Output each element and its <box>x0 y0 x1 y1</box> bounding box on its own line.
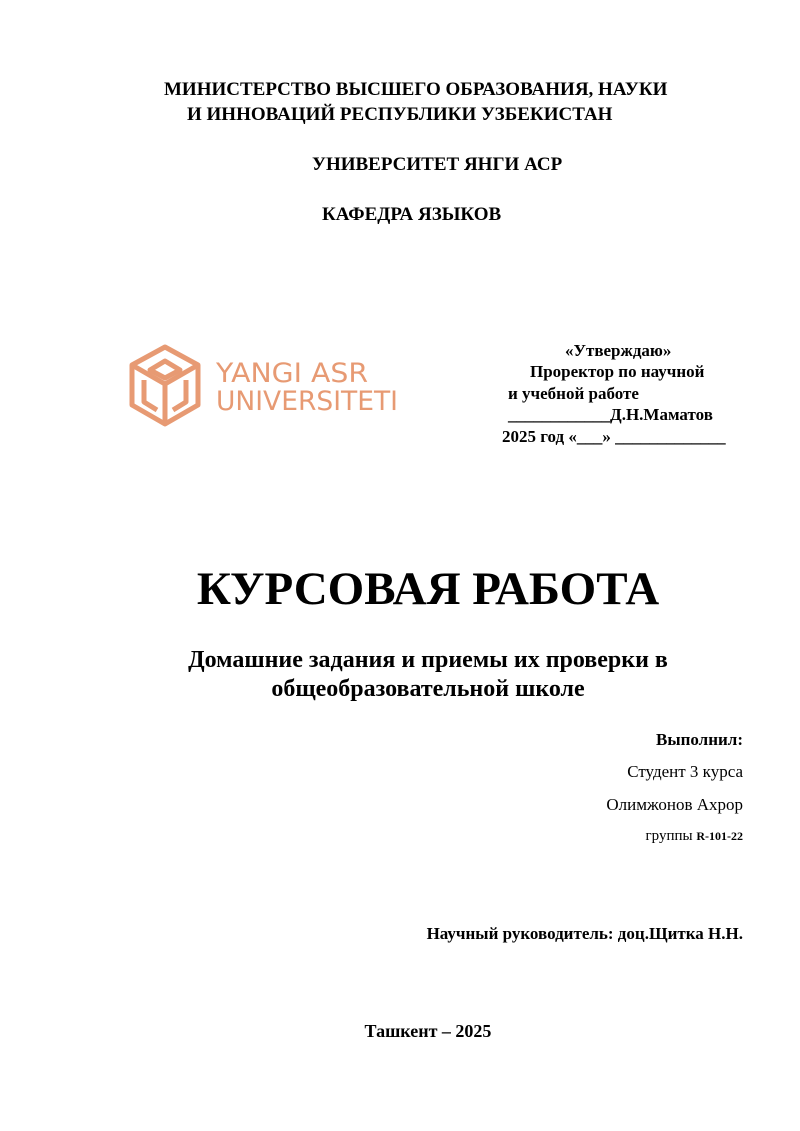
group-label: группы <box>645 828 693 844</box>
approval-date-line: 2025 год «___» _____________ <box>502 427 726 446</box>
approval-signature-line: ____________Д.Н.Маматов <box>508 405 713 424</box>
performed-by-label: Выполнил: <box>655 730 743 749</box>
ministry-line-1: МИНИСТЕРСТВО ВЫСШЕГО ОБРАЗОВАНИЯ, НАУКИ <box>164 79 668 100</box>
university-logo <box>128 344 408 428</box>
group-code: R-101-22 <box>696 829 743 843</box>
approval-title: «Утверждаю» <box>565 341 672 360</box>
logo-text-line-2: UNIVERSITETI <box>216 386 398 417</box>
approval-position-line-2: и учебной работе <box>508 384 639 403</box>
student-course: Студент 3 курса <box>627 762 743 781</box>
student-group <box>645 828 743 845</box>
city-year-footer: Ташкент – 2025 <box>364 1021 492 1041</box>
ministry-line-2: И ИННОВАЦИЙ РЕСПУБЛИКИ УЗБЕКИСТАН <box>187 104 613 125</box>
cube-logo-icon <box>132 347 198 424</box>
topic-line-2: общеобразовательной школе <box>271 676 585 702</box>
approval-position-line-1: Проректор по научной <box>530 362 705 381</box>
department-name: КАФЕДРА ЯЗЫКОВ <box>322 204 502 225</box>
document-type-title: КУРСОВАЯ РАБОТА <box>196 563 660 615</box>
student-name: Олимжонов Ахрор <box>606 795 743 814</box>
topic-line-1: Домашние задания и приемы их проверки в <box>188 647 668 673</box>
university-name: УНИВЕРСИТЕТ ЯНГИ АСР <box>312 154 563 175</box>
supervisor-line: Научный руководитель: доц.Щитка Н.Н. <box>426 924 743 943</box>
logo-text-line-1: YANGI ASR <box>214 358 368 389</box>
